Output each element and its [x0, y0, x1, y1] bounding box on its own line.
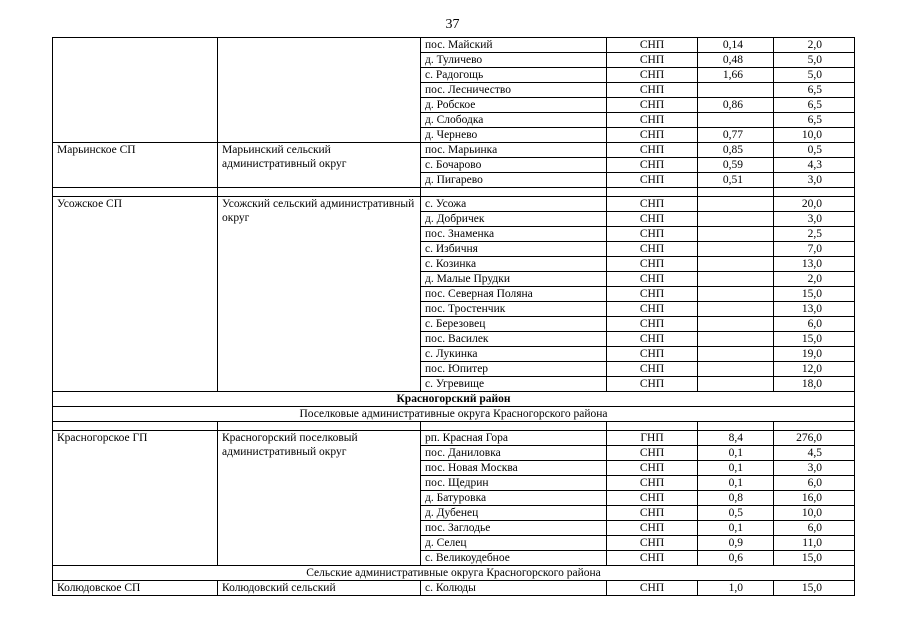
spacer-cell — [607, 188, 698, 197]
settlement-cell: д. Слободка — [421, 113, 607, 128]
settlement-type-cell: СНП — [607, 173, 698, 188]
settlement-cell: пос. Даниловка — [421, 446, 607, 461]
settlement-cell: с. Угревище — [421, 377, 607, 392]
settlement-type-cell: СНП — [607, 581, 698, 596]
settlement-type-cell: СНП — [607, 287, 698, 302]
settlement-type-cell: СНП — [607, 446, 698, 461]
settlement-type-cell: СНП — [607, 98, 698, 113]
settlement-type-cell: СНП — [607, 536, 698, 551]
subsection-heading-row — [53, 566, 855, 581]
subsection-heading-row — [53, 407, 855, 422]
subsection-heading: Поселковые административные округа Красногорского района — [53, 407, 855, 422]
municipality-cell: Усожское СП — [53, 197, 218, 392]
settlement-type-cell: СНП — [607, 377, 698, 392]
settlement-cell: пос. Заглодье — [421, 521, 607, 536]
settlement-cell: д. Селец — [421, 536, 607, 551]
population-cell: 6,0 — [774, 521, 855, 536]
spacer-row — [53, 422, 855, 431]
population-cell: 13,0 — [774, 302, 855, 317]
settlement-type-cell: СНП — [607, 476, 698, 491]
table-row — [53, 581, 855, 596]
spacer-cell — [53, 188, 218, 197]
area-cell: 0,86 — [698, 98, 774, 113]
okrug-cell: Красногорский поселковый административный округ — [218, 431, 421, 566]
population-cell: 16,0 — [774, 491, 855, 506]
table-row — [53, 143, 855, 158]
page-number: 37 — [445, 17, 460, 32]
area-cell — [698, 113, 774, 128]
settlement-cell: д. Робское — [421, 98, 607, 113]
district-heading-row — [53, 392, 855, 407]
population-cell: 3,0 — [774, 212, 855, 227]
area-cell: 0,1 — [698, 461, 774, 476]
spacer-cell — [698, 422, 774, 431]
spacer-row — [53, 188, 855, 197]
spacer-cell — [53, 422, 218, 431]
area-cell: 0,51 — [698, 173, 774, 188]
population-cell: 6,0 — [774, 476, 855, 491]
settlement-cell: с. Лукинка — [421, 347, 607, 362]
population-cell: 4,5 — [774, 446, 855, 461]
area-cell: 0,1 — [698, 476, 774, 491]
spacer-cell — [218, 188, 421, 197]
settlement-type-cell: СНП — [607, 461, 698, 476]
municipality-cell: Марьинское СП — [53, 143, 218, 188]
settlement-type-cell: СНП — [607, 242, 698, 257]
spacer-cell — [421, 188, 607, 197]
settlement-type-cell: СНП — [607, 551, 698, 566]
population-cell: 15,0 — [774, 551, 855, 566]
settlement-type-cell: СНП — [607, 257, 698, 272]
settlement-type-cell: СНП — [607, 227, 698, 242]
spacer-cell — [607, 422, 698, 431]
population-cell: 5,0 — [774, 53, 855, 68]
settlement-cell: пос. Василек — [421, 332, 607, 347]
settlement-cell: д. Туличево — [421, 53, 607, 68]
settlement-cell: пос. Марьинка — [421, 143, 607, 158]
area-cell — [698, 257, 774, 272]
settlement-type-cell: СНП — [607, 362, 698, 377]
settlement-type-cell: СНП — [607, 197, 698, 212]
municipality-cell: Колюдовское СП — [53, 581, 218, 596]
settlement-cell: д. Дубенец — [421, 506, 607, 521]
population-cell: 20,0 — [774, 197, 855, 212]
municipality-cell: Красногорское ГП — [53, 431, 218, 566]
okrug-cell — [218, 38, 421, 143]
settlement-cell: д. Батуровка — [421, 491, 607, 506]
area-cell — [698, 242, 774, 257]
population-cell: 0,5 — [774, 143, 855, 158]
spacer-cell — [774, 188, 855, 197]
settlement-cell: пос. Майский — [421, 38, 607, 53]
area-cell: 1,0 — [698, 581, 774, 596]
settlement-cell: с. Березовец — [421, 317, 607, 332]
settlement-type-cell: СНП — [607, 158, 698, 173]
spacer-cell — [421, 422, 607, 431]
population-cell: 6,0 — [774, 317, 855, 332]
okrug-cell: Марьинский сельский административный округ — [218, 143, 421, 188]
settlement-cell: с. Избичня — [421, 242, 607, 257]
settlement-type-cell: СНП — [607, 491, 698, 506]
okrug-cell: Усожский сельский административный округ — [218, 197, 421, 392]
area-cell — [698, 197, 774, 212]
settlement-cell: с. Колюды — [421, 581, 607, 596]
population-cell: 3,0 — [774, 173, 855, 188]
population-cell: 13,0 — [774, 257, 855, 272]
settlement-cell: с. Усожа — [421, 197, 607, 212]
settlement-cell: пос. Тростенчик — [421, 302, 607, 317]
population-cell: 18,0 — [774, 377, 855, 392]
table-row — [53, 197, 855, 212]
population-cell: 2,0 — [774, 272, 855, 287]
area-cell — [698, 272, 774, 287]
spacer-cell — [774, 422, 855, 431]
area-cell — [698, 347, 774, 362]
settlement-cell: д. Чернево — [421, 128, 607, 143]
settlement-type-cell: СНП — [607, 212, 698, 227]
area-cell: 0,5 — [698, 506, 774, 521]
settlement-cell: пос. Щедрин — [421, 476, 607, 491]
area-cell: 0,14 — [698, 38, 774, 53]
settlement-cell: с. Великоудебное — [421, 551, 607, 566]
settlement-cell: пос. Юпитер — [421, 362, 607, 377]
settlement-type-cell: СНП — [607, 53, 698, 68]
settlement-type-cell: СНП — [607, 83, 698, 98]
settlement-cell: с. Козинка — [421, 257, 607, 272]
district-heading: Красногорский район — [53, 392, 855, 407]
area-cell: 0,77 — [698, 128, 774, 143]
population-cell: 11,0 — [774, 536, 855, 551]
area-cell — [698, 377, 774, 392]
settlement-type-cell: СНП — [607, 506, 698, 521]
settlement-type-cell: СНП — [607, 302, 698, 317]
area-cell: 8,4 — [698, 431, 774, 446]
area-cell: 0,6 — [698, 551, 774, 566]
table-row — [53, 38, 855, 53]
area-cell — [698, 362, 774, 377]
population-cell: 4,3 — [774, 158, 855, 173]
area-cell — [698, 287, 774, 302]
area-cell — [698, 212, 774, 227]
settlement-cell: с. Бочарово — [421, 158, 607, 173]
settlement-type-cell: СНП — [607, 521, 698, 536]
area-cell — [698, 332, 774, 347]
population-cell: 12,0 — [774, 362, 855, 377]
spacer-cell — [218, 422, 421, 431]
population-cell: 2,5 — [774, 227, 855, 242]
population-cell: 10,0 — [774, 128, 855, 143]
area-cell — [698, 227, 774, 242]
settlement-cell: д. Добричек — [421, 212, 607, 227]
settlement-cell: д. Пигарево — [421, 173, 607, 188]
settlement-cell: пос. Знаменка — [421, 227, 607, 242]
settlement-type-cell: СНП — [607, 38, 698, 53]
area-cell: 0,8 — [698, 491, 774, 506]
area-cell: 0,1 — [698, 521, 774, 536]
municipality-cell — [53, 38, 218, 143]
population-cell: 15,0 — [774, 332, 855, 347]
area-cell: 0,9 — [698, 536, 774, 551]
okrug-cell: Колюдовский сельский — [218, 581, 421, 596]
settlements-table-body — [53, 38, 855, 596]
settlements-table — [52, 37, 855, 596]
population-cell: 276,0 — [774, 431, 855, 446]
area-cell: 0,48 — [698, 53, 774, 68]
settlement-cell: пос. Лесничество — [421, 83, 607, 98]
population-cell: 19,0 — [774, 347, 855, 362]
population-cell: 10,0 — [774, 506, 855, 521]
population-cell: 6,5 — [774, 83, 855, 98]
population-cell: 6,5 — [774, 98, 855, 113]
area-cell: 0,1 — [698, 446, 774, 461]
settlement-type-cell: СНП — [607, 143, 698, 158]
settlement-cell: рп. Красная Гора — [421, 431, 607, 446]
subsection-heading: Сельские административные округа Красногорского района — [53, 566, 855, 581]
settlement-type-cell: СНП — [607, 332, 698, 347]
settlement-type-cell: СНП — [607, 272, 698, 287]
population-cell: 2,0 — [774, 38, 855, 53]
area-cell — [698, 83, 774, 98]
population-cell: 7,0 — [774, 242, 855, 257]
population-cell: 15,0 — [774, 581, 855, 596]
area-cell — [698, 317, 774, 332]
settlement-cell: пос. Северная Поляна — [421, 287, 607, 302]
table-row — [53, 431, 855, 446]
population-cell: 15,0 — [774, 287, 855, 302]
area-cell — [698, 302, 774, 317]
population-cell: 5,0 — [774, 68, 855, 83]
settlement-cell: д. Малые Прудки — [421, 272, 607, 287]
population-cell: 6,5 — [774, 113, 855, 128]
area-cell: 1,66 — [698, 68, 774, 83]
settlement-cell: с. Радогощь — [421, 68, 607, 83]
settlement-type-cell: ГНП — [607, 431, 698, 446]
settlement-type-cell: СНП — [607, 317, 698, 332]
settlement-type-cell: СНП — [607, 128, 698, 143]
settlement-type-cell: СНП — [607, 347, 698, 362]
area-cell: 0,59 — [698, 158, 774, 173]
area-cell: 0,85 — [698, 143, 774, 158]
spacer-cell — [698, 188, 774, 197]
settlement-type-cell: СНП — [607, 113, 698, 128]
settlement-type-cell: СНП — [607, 68, 698, 83]
settlement-cell: пос. Новая Москва — [421, 461, 607, 476]
population-cell: 3,0 — [774, 461, 855, 476]
